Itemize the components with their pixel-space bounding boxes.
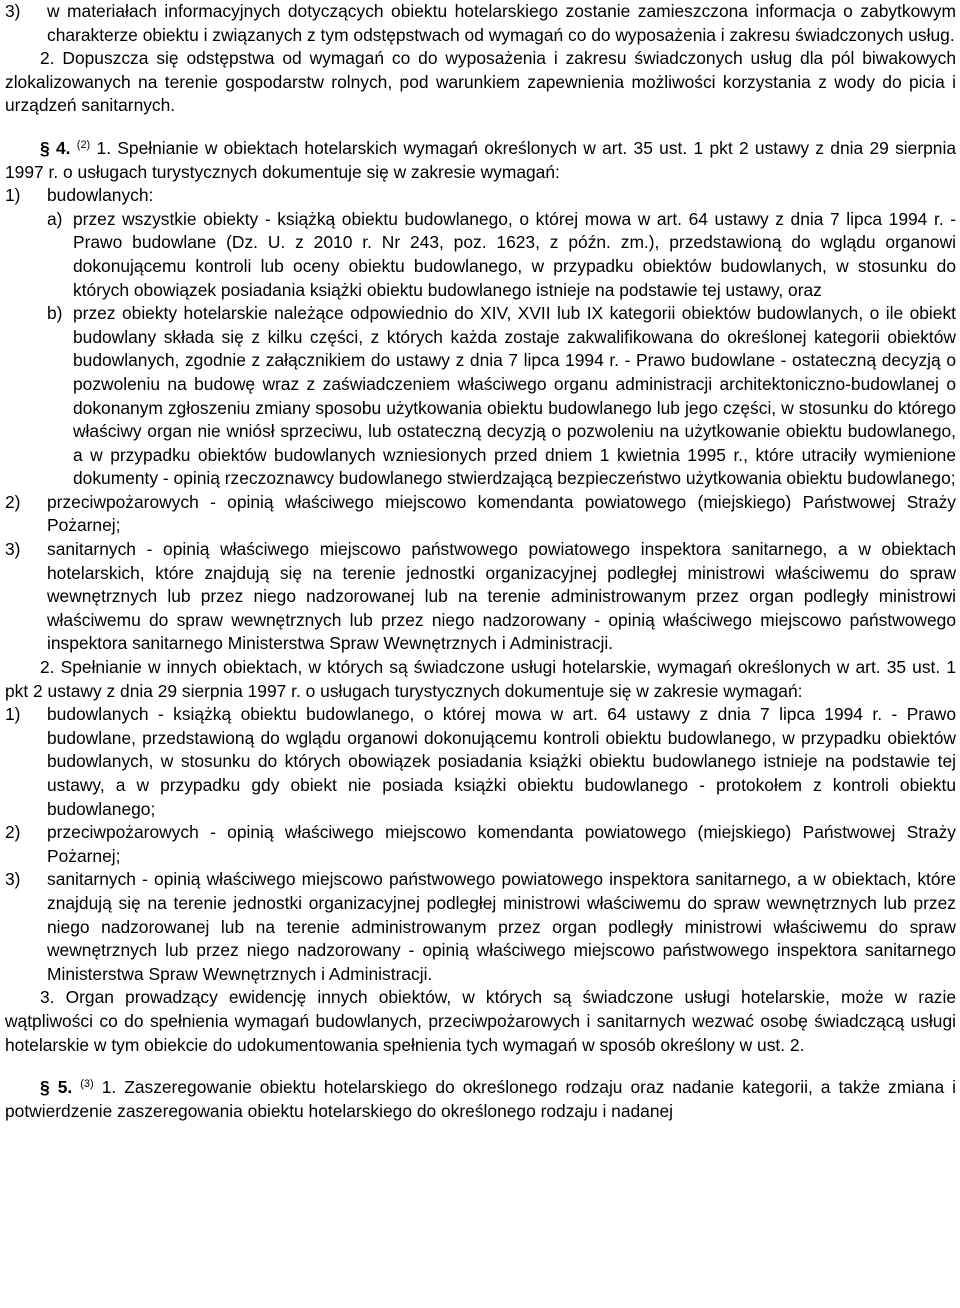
section-5-paragraph-1 <box>5 1076 956 1123</box>
section-sign: § <box>40 1077 50 1098</box>
list-letter: a) <box>47 208 63 229</box>
section-4-paragraph-3: 3. Organ prowadzący ewidencję innych obiektów, w których są świadczone usługi hotelarskie, może w razie wątpliwości co do spełnienia wymagań budowlanych, przeciwpożarowych i sanitarnych wezwać osobę świadczącą usługi hotelarskie w tym obiekcie do udokumentowania spełnienia tych wymagań w sposób określony w ust. 2. <box>5 987 956 1055</box>
list-text: sanitarnych - opinią właściwego miejscowo państwowego powiatowego inspektora sanitarnego, a w obiektach, które znajdują się na terenie jednostki organizacyjnej podległej ministrowi właściwemu do spraw wewnętrznych lub przez niego nadzorowanej lub na terenie administrowanym przez organ podległy ministrowi właściwemu do spraw wewnętrznych lub przez niego nadzorowany - opinią właściwego miejscowo państwowego inspektora sanitarnego Ministerstwa Spraw Wewnętrznych i Administracji. <box>47 869 956 984</box>
section-4-paragraph-1 <box>5 137 956 184</box>
list-number: 2) <box>5 822 21 843</box>
list-number: 3) <box>5 1 21 21</box>
list-item <box>5 868 956 986</box>
footnote-ref: (3) <box>80 1078 94 1091</box>
section-4-text: 1. Spełnianie w obiektach hotelarskich wymagań określonych w art. 35 ust. 1 pkt 2 ustawy z dnia 29 sierpnia 1997 r. o usługach turystycznych dokumentuje się w zakresie wymagań: <box>5 137 956 182</box>
footnote-ref: (2) <box>76 138 91 151</box>
section-number: 4. <box>55 137 71 158</box>
list-text: przez wszystkie obiekty - książką obiektu budowlanego, o której mowa w art. 64 ustawy z dnia 7 lipca 1994 r. - Prawo budowlane (Dz. U. z 2010 r. Nr 243, poz. 1623, z późn. zm.), przedstawioną do wglądu organowi dokonującemu kontroli lub oceny obiektu budowlanego, w przypadku obiektów budowlanych, w stosunku do których obowiązek posiadania książki obiektu budowlanego istnieje na podstawie tej ustawy, oraz <box>73 208 956 300</box>
list-text: sanitarnych - opinią właściwego miejscowo państwowego powiatowego inspektora sanitarnego, a w obiektach hotelarskich, które znajdują się na terenie jednostki organizacyjnej podległej ministrowi właściwemu do spraw wewnętrznych lub przez niego nadzorowanej lub na terenie administrowanym przez organ podległy ministrowi właściwemu do spraw wewnętrznych lub przez niego nadzorowany - opinią właściwego miejscowo państwowego inspektora sanitarnego Ministerstwa Spraw Wewnętrznych i Administracji. <box>47 539 956 654</box>
sub-list-item <box>47 208 956 302</box>
list-text: budowlanych: <box>47 185 154 206</box>
section-sign: § <box>40 137 50 158</box>
list-text: przeciwpożarowych - opinią właściwego miejscowo komendanta powiatowego (miejskiego) Państwowej Straży Pożarnej; <box>47 491 956 536</box>
sub-list-item <box>47 302 956 491</box>
list-item <box>5 703 956 821</box>
list-text: przez obiekty hotelarskie należące odpowiednio do XIV, XVII lub IX kategorii obiektów budowlanych, o ile obiekt budowlany składa się z kilku części, z których każda zostaje zakwalifikowana do określonej kategorii obiektów budowlanych, zgodnie z załącznikiem do ustawy z dnia 7 lipca 1994 r. - Prawo budowlane - ostateczną decyzją o pozwoleniu na budowę wraz z zaświadczeniem właściwego organu administracji architektoniczno-budowlanej o dokonanym zgłoszeniu zmiany sposobu użytkowania obiektu budowlanego lub jego części, w stosunku do którego właściwy organ nie wniósł sprzeciwu, lub ostateczną decyzją o pozwoleniu na użytkowanie obiektu budowlanego, a w przypadku obiektów budowlanych wzniesionych przed dniem 1 kwietnia 1995 r., które utraciły wymienione dokumenty - opinią rzeczoznawcy budowlanego stwierdzającą bezpieczeństwo użytkowania obiektu budowlanego; <box>73 303 956 489</box>
section-5-text: 1. Zaszeregowanie obiektu hotelarskiego do określonego rodzaju oraz nadanie kategorii, a także zmiana i potwierdzenie zaszeregowania obiektu hotelarskiego do określonego rodzaju i nadanej <box>5 1077 956 1121</box>
list-number: 1) <box>5 704 21 725</box>
section-number: 5. <box>57 1077 73 1098</box>
list-item <box>5 491 956 538</box>
section-4-paragraph-2: 2. Spełnianie w innych obiektach, w których są świadczone usługi hotelarskie, wymagań określonych w art. 35 ust. 1 pkt 2 ustawy z dnia 29 sierpnia 1997 r. o usługach turystycznych dokumentuje się w zakresie wymagań: <box>5 657 956 701</box>
list-text: przeciwpożarowych - opinią właściwego miejscowo komendanta powiatowego (miejskiego) Państwowej Straży Pożarnej; <box>47 822 956 866</box>
list-number: 3) <box>5 539 21 560</box>
list-text: w materiałach informacyjnych dotyczących obiektu hotelarskiego zostanie zamieszczona informacja o zabytkowym charakterze obiektu i związanych z tym odstępstwach od wymagań co do wyposażenia i zakresu świadczonych usług. <box>47 1 956 45</box>
list-number: 3) <box>5 869 21 890</box>
list-letter: b) <box>47 303 63 324</box>
document-page <box>5 0 956 1123</box>
list-text: budowlanych - książką obiektu budowlanego, o której mowa w art. 64 ustawy z dnia 7 lipca 1994 r. - Prawo budowlane, przedstawioną do wglądu organowi dokonującemu kontroli obiektu budowlanego, w przypadku obiektów budowlanych, w stosunku do których obowiązek posiadania książki obiektu budowlanego istnieje na podstawie tej ustawy, a w przypadku gdy obiekt nie posiada książki obiektu budowlanego - protokołem z kontroli obiektu budowlanego; <box>47 704 956 819</box>
list-item <box>5 821 956 868</box>
list-number: 2) <box>5 491 21 512</box>
list-item <box>5 0 956 47</box>
list-item <box>5 184 956 208</box>
paragraph-ust-2: 2. Dopuszcza się odstępstwa od wymagań co do wyposażenia i zakresu świadczonych usług dla pól biwakowych zlokalizowanych na terenie gospodarstw rolnych, pod warunkiem zapewnienia możliwości korzystania z wody do picia i urządzeń sanitarnych. <box>5 48 956 116</box>
list-number: 1) <box>5 185 21 206</box>
list-item <box>5 538 956 656</box>
